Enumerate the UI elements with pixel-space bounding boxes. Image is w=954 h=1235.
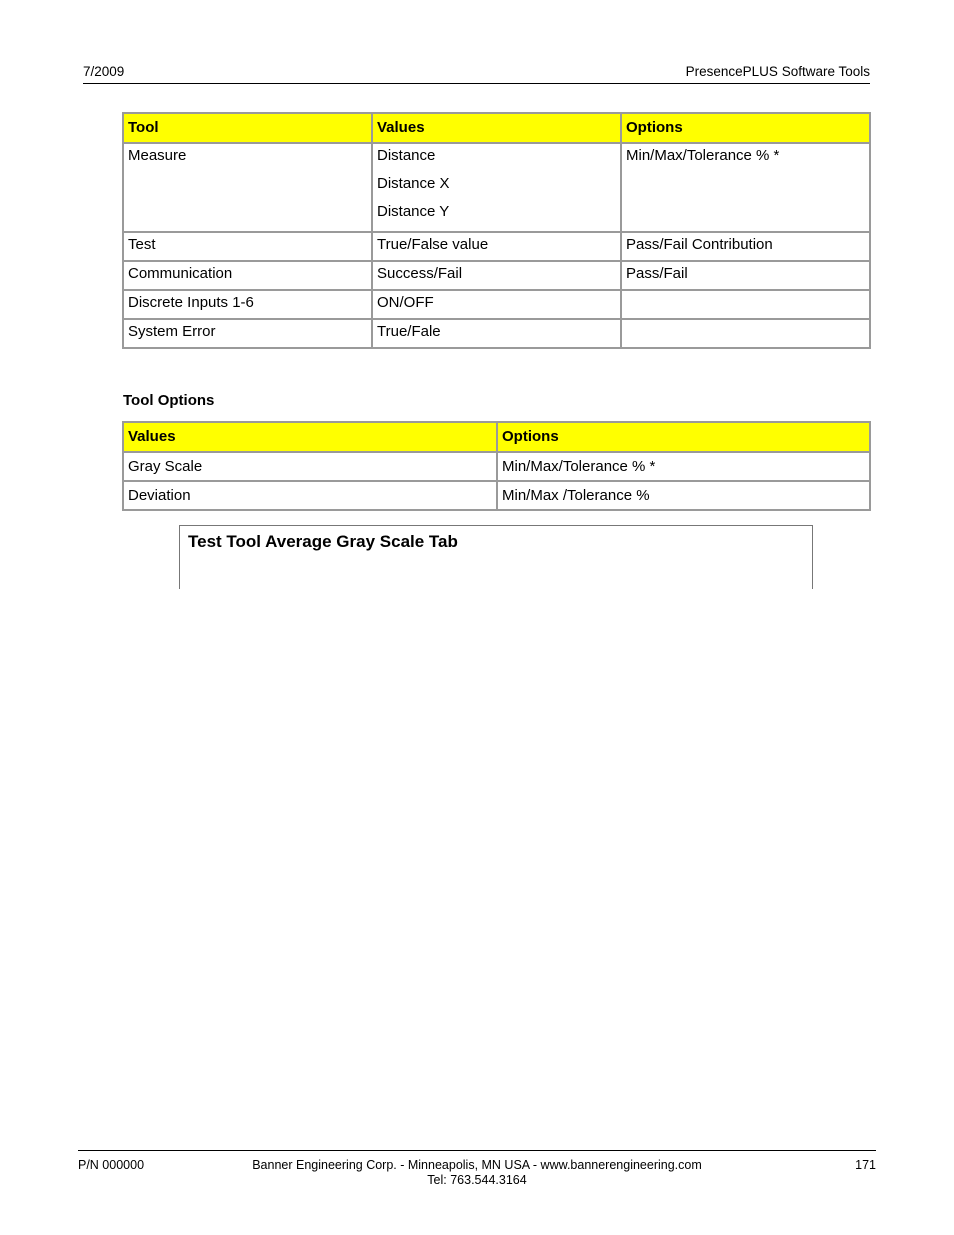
cell-options: Pass/Fail Contribution [621,232,870,261]
table-row [123,319,870,348]
table-row [123,261,870,290]
tab-box-title: Test Tool Average Gray Scale Tab [188,532,458,551]
footer-part-number: P/N 000000 [78,1158,145,1172]
section-heading-tool-options: Tool Options [123,392,215,409]
cell-tool: Communication [123,261,372,290]
footer-divider [78,1150,876,1151]
page-header [83,64,870,79]
cell-options: Min/Max /Tolerance % [497,481,870,510]
header-title: PresencePLUS Software Tools [685,64,870,79]
footer-page-number: 171 [855,1158,876,1172]
cell-options [621,290,870,319]
footer-phone-line: Tel: 763.544.3164 [427,1173,527,1187]
tab-description-box [179,525,813,589]
column-header-values: Values [123,422,497,452]
cell-values: Success/Fail [372,261,621,290]
cell-values [372,143,621,232]
column-header-tool: Tool [123,113,372,143]
table-row [123,143,870,232]
table-row [123,290,870,319]
table-row [123,232,870,261]
footer-company-line: Banner Engineering Corp. - Minneapolis, MN USA - www.bannerengineering.com [252,1158,702,1172]
cell-options: Min/Max/Tolerance % * [497,452,870,481]
cell-tool: Measure [123,143,372,232]
cell-value: Deviation [123,481,497,510]
header-divider [83,83,870,84]
cell-options: Pass/Fail [621,261,870,290]
cell-values: True/False value [372,232,621,261]
tools-table [122,112,871,349]
cell-values: True/Fale [372,319,621,348]
cell-options: Min/Max/Tolerance % * [621,143,870,232]
cell-options [621,319,870,348]
value-line: Distance [377,147,436,164]
column-header-values: Values [372,113,621,143]
value-line: Distance X [377,175,450,192]
column-header-options: Options [497,422,870,452]
table-row [123,481,870,510]
cell-tool: Test [123,232,372,261]
cell-tool: Discrete Inputs 1-6 [123,290,372,319]
table-row [123,452,870,481]
table-header-row [123,113,870,143]
cell-value: Gray Scale [123,452,497,481]
cell-values: ON/OFF [372,290,621,319]
table-header-row [123,422,870,452]
tool-options-table [122,421,871,511]
value-line: Distance Y [377,203,450,220]
cell-tool: System Error [123,319,372,348]
header-date: 7/2009 [83,64,125,79]
footer-company-info [0,1158,954,1188]
column-header-options: Options [621,113,870,143]
